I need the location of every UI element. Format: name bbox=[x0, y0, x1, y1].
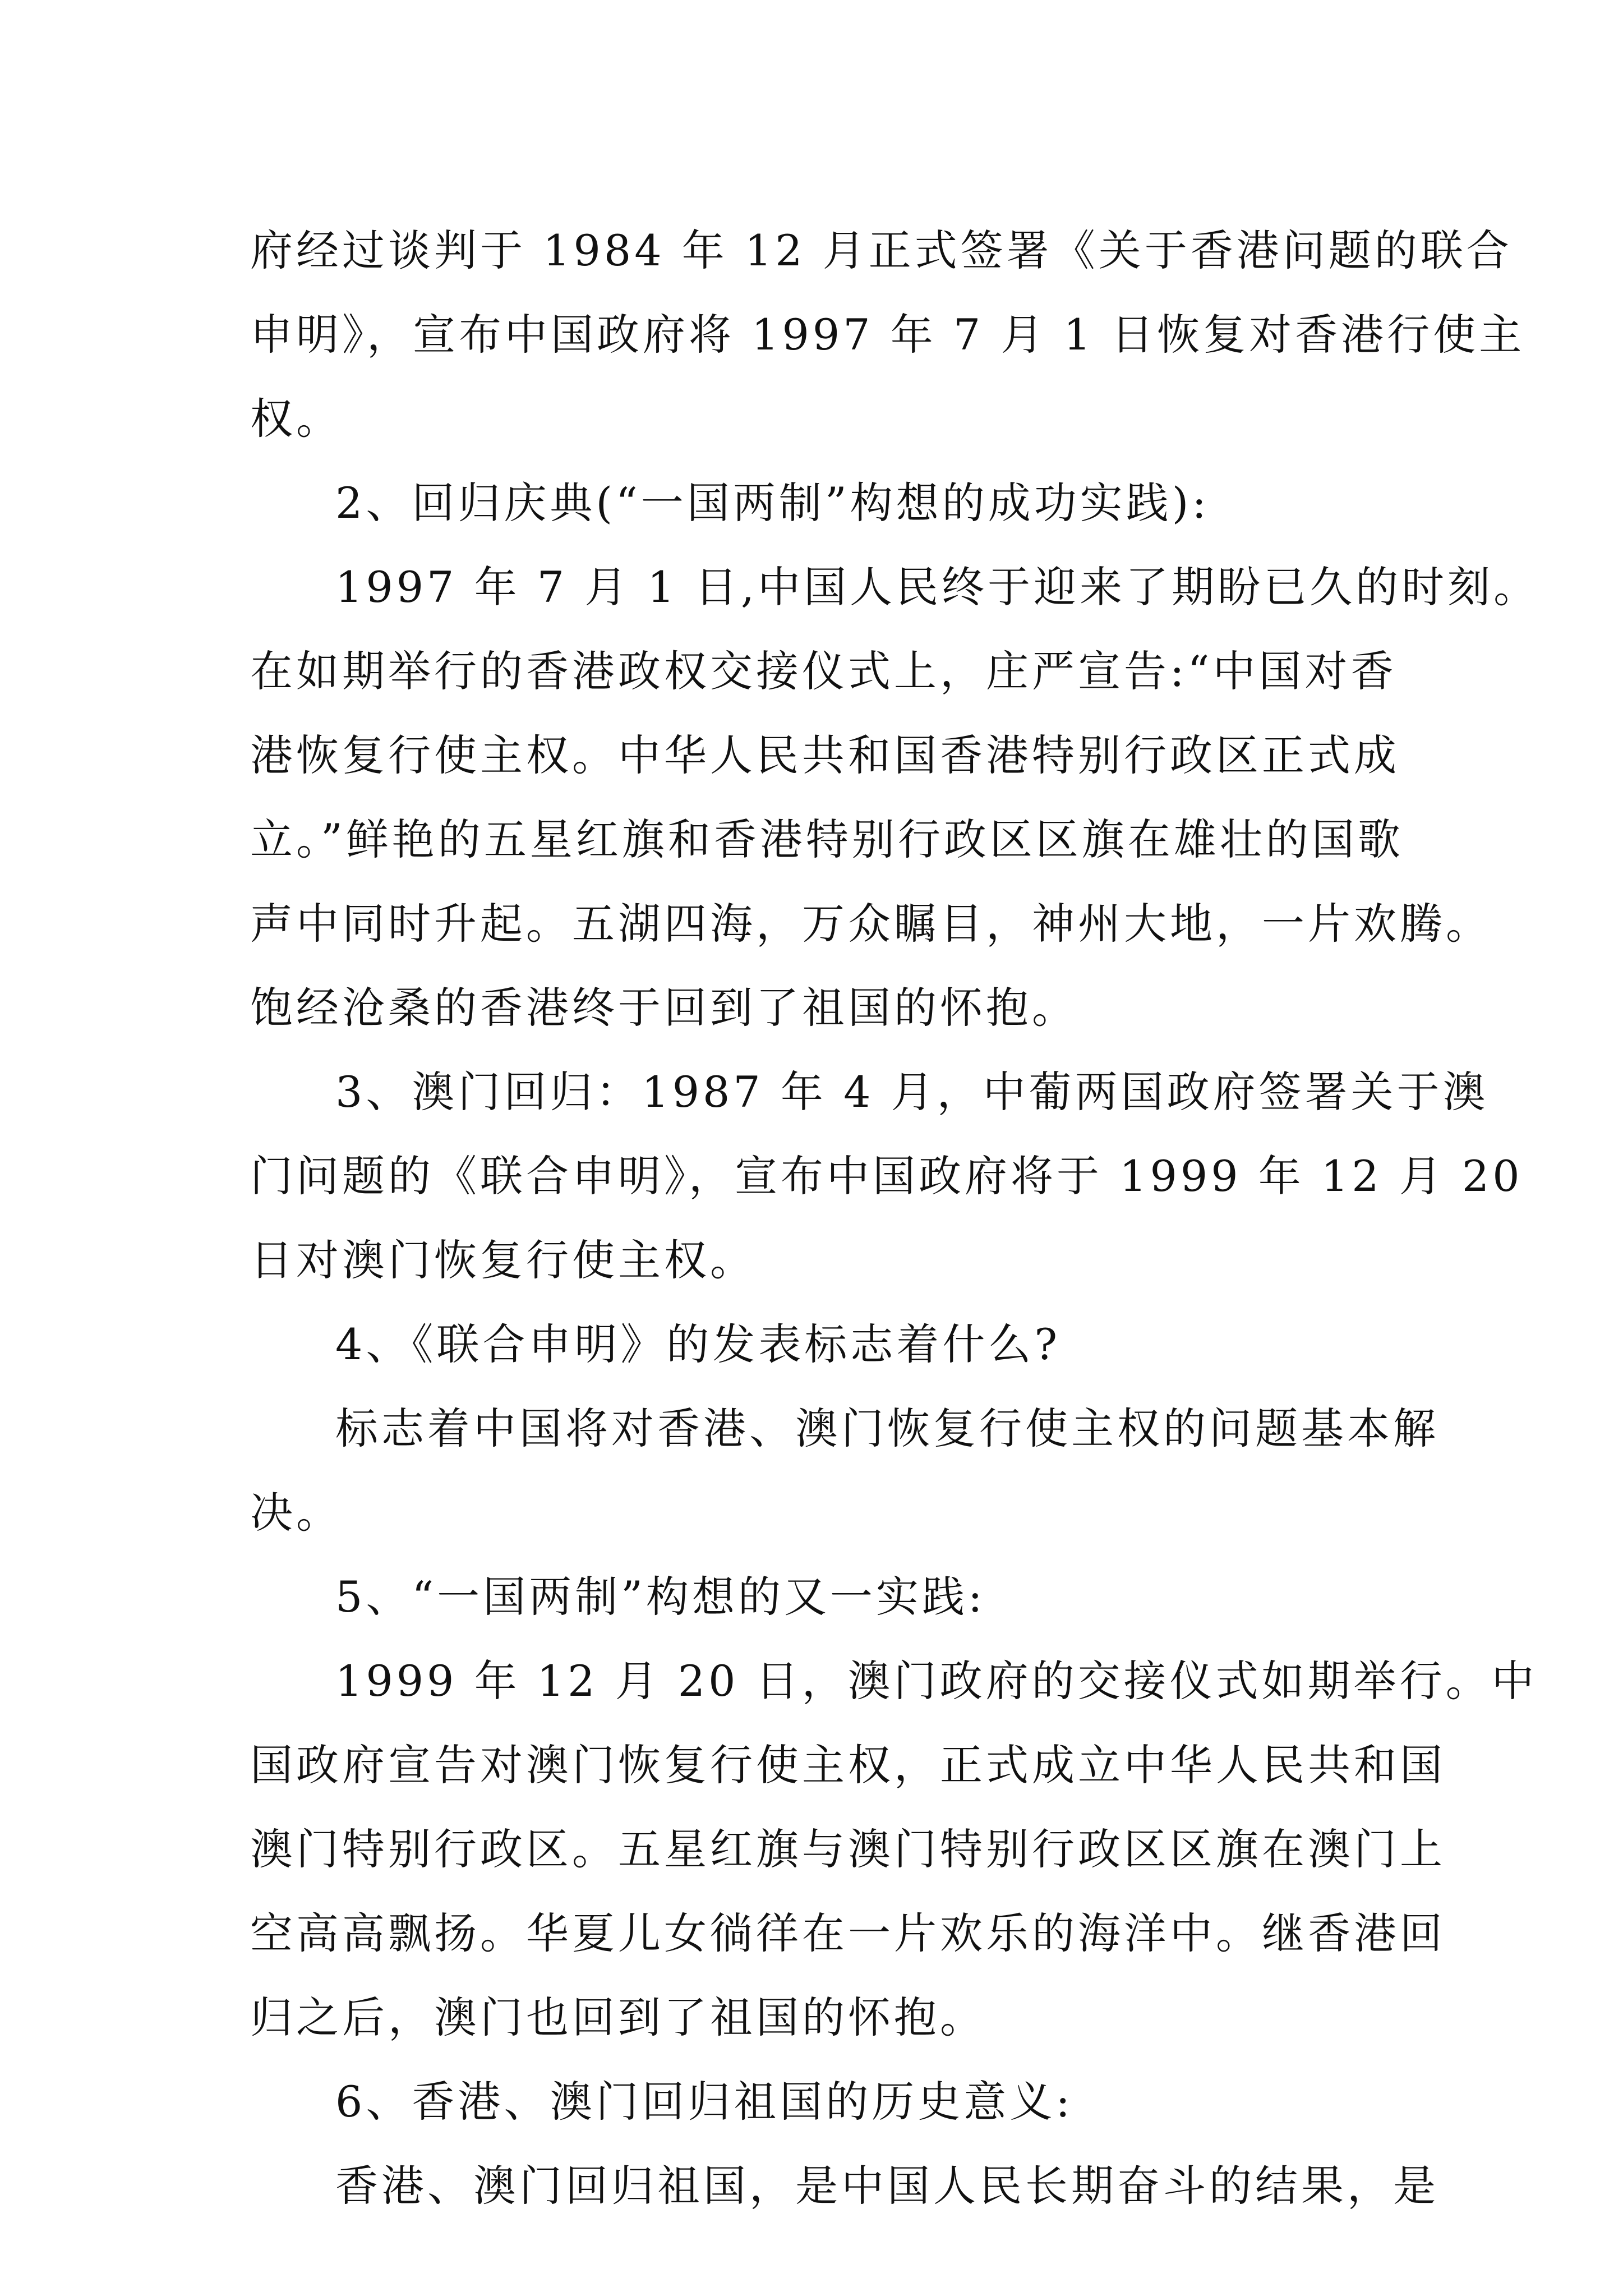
heading-macau-return: 3、澳门回归：1987 年 4 月，中葡两国政府签署关于澳 bbox=[335, 1067, 1489, 1117]
text-line-1: 府经过谈判于 1984 年 12 月正式签署《关于香港问题的联合 bbox=[250, 226, 1513, 275]
heading-hk-ceremony: 2、回归庆典(“一国两制”构想的成功实践): bbox=[335, 478, 1210, 528]
text-line-19: 国政府宣告对澳门恢复行使主权，正式成立中华人民共和国 bbox=[250, 1740, 1446, 1790]
text-line-3: 权。 bbox=[250, 394, 342, 444]
text-line-12: 门问题的《联合申明》，宣布中国政府将于 1999 年 12 月 20 bbox=[250, 1151, 1523, 1201]
text-line-21: 空高高飘扬。华夏儿女徜徉在一片欢乐的海洋中。继香港回 bbox=[250, 1908, 1446, 1958]
text-line-20: 澳门特别行政区。五星红旗与澳门特别行政区区旗在澳门上 bbox=[250, 1824, 1446, 1874]
text-line-22: 归之后，澳门也回到了祖国的怀抱。 bbox=[250, 1993, 986, 2042]
heading-joint-declaration: 4、《联合申明》的发表标志着什么? bbox=[335, 1319, 1061, 1369]
text-line-7: 港恢复行使主权。中华人民共和国香港特别行政区正式成 bbox=[250, 730, 1400, 780]
text-line-6: 在如期举行的香港政权交接仪式上，庄严宣告:“中国对香 bbox=[250, 646, 1397, 696]
heading-historical-significance: 6、香港、澳门回归祖国的历史意义: bbox=[335, 2077, 1073, 2127]
text-line-15: 标志着中国将对香港、澳门恢复行使主权的问题基本解 bbox=[335, 1404, 1439, 1453]
text-line-13: 日对澳门恢复行使主权。 bbox=[250, 1235, 756, 1285]
text-line-24: 香港、澳门回归祖国，是中国人民长期奋斗的结果，是 bbox=[335, 2161, 1439, 2211]
text-line-16: 决。 bbox=[250, 1488, 342, 1538]
text-line-18: 1999 年 12 月 20 日，澳门政府的交接仪式如期举行。中 bbox=[335, 1656, 1538, 1706]
text-line-10: 饱经沧桑的香港终于回到了祖国的怀抱。 bbox=[250, 983, 1078, 1033]
text-line-2: 申明》，宣布中国政府将 1997 年 7 月 1 日恢复对香港行使主 bbox=[250, 310, 1525, 360]
text-line-8: 立。”鲜艳的五星红旗和香港特别行政区区旗在雄壮的国歌 bbox=[250, 815, 1404, 864]
heading-another-practice: 5、“一国两制”构想的又一实践: bbox=[335, 1572, 986, 1622]
body-text bbox=[250, 209, 1540, 2228]
text-line-5: 1997 年 7 月 1 日,中国人民终于迎来了期盼已久的时刻。 bbox=[335, 562, 1540, 612]
text-line-9: 声中同时升起。五湖四海，万众瞩目，神州大地，一片欢腾。 bbox=[250, 899, 1492, 949]
